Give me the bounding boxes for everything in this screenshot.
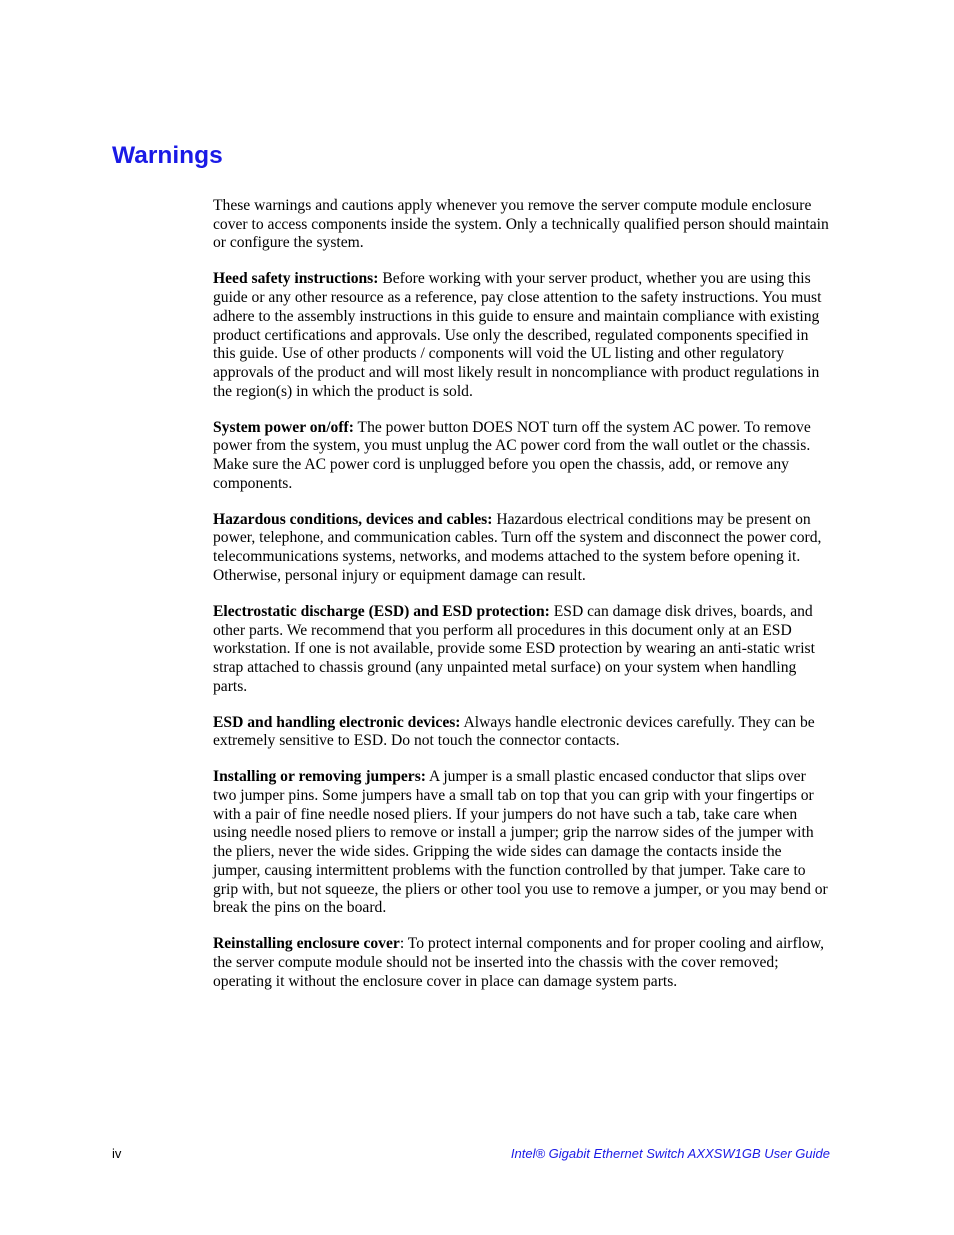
intro-paragraph: These warnings and cautions apply whenever you remove the server compute module enclosure cover to access components inside the system. Only a technically qualified person should maintain or configure the system.	[213, 197, 829, 252]
warning-title: ESD and handling electronic devices:	[213, 713, 461, 731]
warning-title: Electrostatic discharge (ESD) and ESD protection:	[213, 602, 550, 620]
warning-paragraph-power	[213, 419, 829, 494]
footer-page-number: iv	[112, 1146, 122, 1161]
warning-paragraph-esd-protection	[213, 603, 829, 697]
footer-document-title: Intel® Gigabit Ethernet Switch AXXSW1GB User Guide	[510, 1146, 830, 1161]
warning-text: The power button DOES NOT turn off the system AC power. To remove power from the system, you must unplug the AC power cord from the wall outlet or the chassis. Make sure the AC power cord is unplugged before you open the chassis, add, or remove any components.	[213, 418, 811, 492]
warning-paragraph-safety	[213, 270, 829, 401]
warning-text: Always handle electronic devices carefully. They can be extremely sensitive to ESD. Do not touch the connector contacts.	[213, 713, 815, 750]
warning-title: Reinstalling enclosure cover	[213, 935, 400, 953]
warning-title: Hazardous conditions, devices and cables:	[213, 510, 493, 528]
warning-title: Heed safety instructions:	[213, 270, 379, 288]
warning-text: Hazardous electrical conditions may be present on power, telephone, and communication cables. Turn off the system and disconnect the power cord, telecommunications systems, networks, and modems attached to the system before opening it. Otherwise, personal injury or equipment damage can result.	[213, 510, 822, 584]
warning-title: Installing or removing jumpers:	[213, 768, 426, 786]
warning-paragraph-esd-handling	[213, 714, 829, 751]
warning-paragraph-enclosure	[213, 935, 829, 991]
warning-paragraph-jumpers	[213, 768, 829, 918]
warning-text: : To protect internal components and for proper cooling and airflow, the server compute module should not be inserted into the chassis with the cover removed; operating it without the enclosure cover in place can damage system parts.	[213, 935, 824, 990]
warning-paragraph-hazardous	[213, 511, 829, 586]
warning-title: System power on/off:	[213, 418, 354, 436]
warning-text: ESD can damage disk drives, boards, and other parts. We recommend that you perform all procedures in this document only at an ESD workstation. If one is not available, provide some ESD protection by wearing an anti-static wrist strap attached to chassis ground (any unpainted metal surface) on your system when handling parts.	[213, 602, 815, 695]
warning-text: A jumper is a small plastic encased conductor that slips over two jumper pins. Some jumpers have a small tab on top that you can grip with your fingertips or with a pair of fine needle nosed pliers. If your jumpers do not have such a tab, take care when using needle nosed pliers to remove or install a jumper; grip the narrow sides of the jumper with the pliers, never the wide sides. Gripping the wide sides can damage the contacts inside the jumper, causing intermittent problems with the function controlled by that jumper. Take care to grip with, but not squeeze, the pliers or other tool you use to remove a jumper, or you may bend or break the pins on the board.	[213, 768, 828, 917]
warnings-body	[213, 197, 829, 1009]
warning-text: Before working with your server product, whether you are using this guide or any other resource as a reference, pay close attention to the safety instructions. You must adhere to the assembly instructions in this guide to ensure and maintain compliance with existing product certifications and approvals. Use only the described, regulated components specified in this guide. Use of other products / components will void the UL listing and other regulatory approvals of the product and will most likely result in noncompliance with product regulations in the region(s) in which the product is sold.	[213, 270, 822, 400]
page-title: Warnings	[112, 142, 223, 169]
